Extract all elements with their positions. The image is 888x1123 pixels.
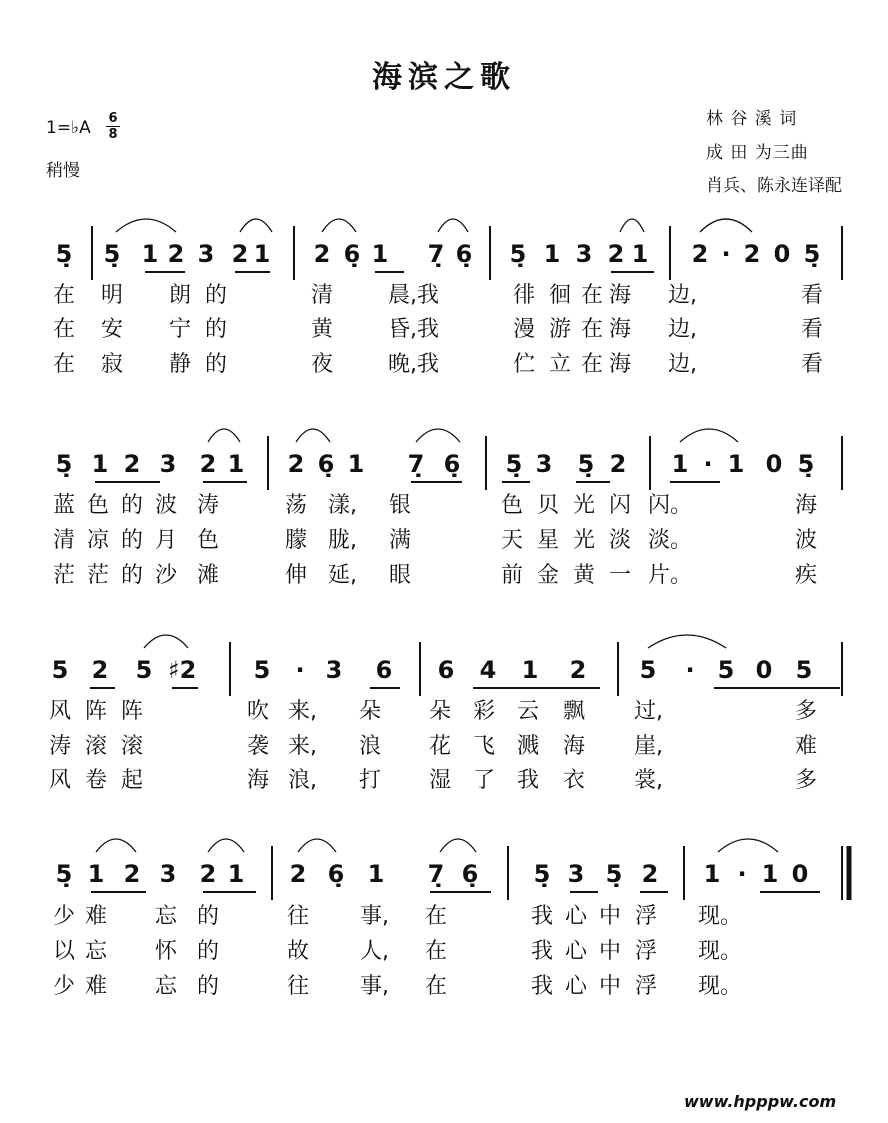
lyric-verse-1: 朵 <box>358 699 381 724</box>
note: 1 <box>671 450 689 478</box>
lyric-verse-2: 在 <box>52 317 75 342</box>
lyric-verse-3: 浮 <box>634 974 657 999</box>
note: 1 <box>367 860 385 888</box>
lyric-verse-3: 的 <box>196 974 219 999</box>
lyric-verse-2: 的 <box>196 939 219 964</box>
lyric-verse-2: 溅 <box>516 734 539 759</box>
lyric-verse-3: 中 <box>598 974 621 999</box>
lyric-verse-1: 朵 <box>428 699 451 724</box>
lyric-verse-1: 在 <box>52 283 75 308</box>
note: 2 <box>569 656 587 684</box>
lyric-verse-2: 昏,我 <box>388 317 439 342</box>
slur-arc <box>116 219 176 232</box>
lyric-verse-3: 多 <box>794 768 817 793</box>
lyric-verse-3: 裳, <box>634 768 663 793</box>
lyric-verse-1: 现。 <box>698 904 743 929</box>
lyric-verse-1: 中 <box>598 904 621 929</box>
lyric-verse-1: 多 <box>794 699 817 724</box>
lyric-verse-2: 浮 <box>634 939 657 964</box>
note: 2 <box>641 860 659 888</box>
note: 5̣ <box>509 240 527 268</box>
note: 1 <box>347 450 365 478</box>
slur-arc <box>438 219 468 232</box>
lyric-verse-1: 的 <box>196 904 219 929</box>
lyric-verse-2: 难 <box>794 734 817 759</box>
lyric-verse-3: 卷 <box>84 768 107 793</box>
lyric-verse-2: 怀 <box>154 939 177 964</box>
slur-arc <box>240 219 272 232</box>
lyric-verse-2: 以 <box>52 939 75 964</box>
lyric-verse-2: 心 <box>564 939 587 964</box>
note: 1 <box>727 450 745 478</box>
slur-arc <box>208 839 244 852</box>
lyric-verse-2: 来, <box>288 734 317 759</box>
lyric-verse-3: 边, <box>668 352 697 377</box>
lyric-verse-3: 我 <box>516 768 539 793</box>
note: 1 <box>141 240 159 268</box>
note: 1 <box>371 240 389 268</box>
lyric-verse-3: 沙 <box>154 563 177 588</box>
lyric-verse-1: 明 <box>100 283 123 308</box>
lyric-verse-2: 飞 <box>472 734 495 759</box>
lyric-verse-3: 眼 <box>388 563 411 588</box>
note: 2 <box>743 240 761 268</box>
lyric-verse-1: 闪。 <box>648 493 693 518</box>
note: 3 <box>325 656 343 684</box>
note: 2 <box>289 860 307 888</box>
note: 1 <box>91 450 109 478</box>
lyric-verse-1: 心 <box>564 904 587 929</box>
lyric-verse-3: 浪, <box>288 768 317 793</box>
note: 3 <box>159 860 177 888</box>
lyric-verse-1: 海 <box>608 283 631 308</box>
note: 5̣ <box>103 240 121 268</box>
note: 5 <box>51 656 69 684</box>
lyric-verse-3: 的 <box>204 352 227 377</box>
lyric-verse-3: 茫 <box>52 563 75 588</box>
lyric-verse-1: 清 <box>310 283 333 308</box>
note: 2 <box>231 240 249 268</box>
lyric-verse-3: 现。 <box>698 974 743 999</box>
lyric-verse-3: 事, <box>360 974 389 999</box>
lyric-verse-2: 海 <box>608 317 631 342</box>
note: 6 <box>437 656 455 684</box>
lyric-verse-2: 色 <box>196 528 219 553</box>
note: 2 <box>91 656 109 684</box>
lyric-verse-3: 湿 <box>428 768 451 793</box>
note: 2 <box>607 240 625 268</box>
lyric-verse-3: 前 <box>500 563 523 588</box>
lyric-verse-2: 波 <box>794 528 817 553</box>
lyric-verse-3: 打 <box>358 768 381 793</box>
note: 6̣ <box>455 240 473 268</box>
note: 2 <box>199 860 217 888</box>
note: 1 <box>227 860 245 888</box>
lyric-verse-2: 的 <box>204 317 227 342</box>
note: 5̣ <box>55 450 73 478</box>
lyric-verse-2: 看 <box>800 317 823 342</box>
lyric-verse-1: 的 <box>204 283 227 308</box>
lyric-verse-2: 在 <box>424 939 447 964</box>
lyric-verse-2: 浪 <box>358 734 381 759</box>
lyric-verse-3: 往 <box>286 974 309 999</box>
slur-arc <box>680 429 738 442</box>
lyric-verse-1: 贝 <box>536 493 559 518</box>
note: 2 <box>199 450 217 478</box>
slur-arc <box>700 219 752 232</box>
lyric-verse-1: 难 <box>84 904 107 929</box>
lyric-verse-1: 浮 <box>634 904 657 929</box>
lyric-verse-1: 在 <box>580 283 603 308</box>
slur-arc <box>208 429 240 442</box>
note: · <box>295 656 305 684</box>
note: 5̣ <box>55 240 73 268</box>
note: 7̣ <box>407 450 425 478</box>
lyric-verse-3: 海 <box>608 352 631 377</box>
lyric-verse-2: 满 <box>388 528 411 553</box>
lyric-verse-1: 飘 <box>562 699 585 724</box>
slur-arc <box>296 429 330 442</box>
lyric-verse-2: 天 <box>500 528 523 553</box>
translator-credit: 肖兵、陈永连译配 <box>706 176 842 196</box>
lyric-verse-2: 边, <box>668 317 697 342</box>
note: 7̣ <box>427 240 445 268</box>
note: 5̣ <box>505 450 523 478</box>
lyric-verse-2: 海 <box>562 734 585 759</box>
tempo-marking: 稍慢 <box>46 161 80 181</box>
lyric-verse-3: 心 <box>564 974 587 999</box>
note: 1 <box>253 240 271 268</box>
lyric-verse-2: 在 <box>580 317 603 342</box>
lyric-verse-3: 夜 <box>310 352 333 377</box>
note: 5 <box>639 656 657 684</box>
lyric-verse-1: 蓝 <box>52 493 75 518</box>
lyric-verse-1: 朗 <box>168 283 191 308</box>
lyric-verse-2: 黄 <box>310 317 333 342</box>
note: 2 <box>609 450 627 478</box>
lyric-verse-3: 寂 <box>100 352 123 377</box>
lyric-verse-1: 徘 <box>512 283 535 308</box>
lyric-verse-3: 延, <box>328 563 357 588</box>
lyric-verse-1: 忘 <box>154 904 177 929</box>
watermark: www.hpppw.com <box>684 1092 837 1111</box>
lyric-verse-2: 袭 <box>246 734 269 759</box>
slur-arc <box>298 839 336 852</box>
lyric-verse-2: 光 <box>572 528 595 553</box>
lyric-verse-2: 忘 <box>84 939 107 964</box>
note: 6̣ <box>343 240 361 268</box>
lyric-verse-3: 在 <box>424 974 447 999</box>
lyric-verse-1: 波 <box>154 493 177 518</box>
note: 1 <box>87 860 105 888</box>
note: 4 <box>479 656 497 684</box>
lyric-verse-3: 滩 <box>196 563 219 588</box>
lyric-verse-2: 宁 <box>168 317 191 342</box>
note: 5 <box>135 656 153 684</box>
lyric-verse-2: 淡。 <box>648 528 693 553</box>
lyric-verse-2: 的 <box>120 528 143 553</box>
note: 2 <box>123 860 141 888</box>
note: 6̣ <box>327 860 345 888</box>
note: 0 <box>791 860 809 888</box>
lyric-verse-1: 漾, <box>328 493 357 518</box>
note: 6̣ <box>461 860 479 888</box>
lyric-verse-2: 涛 <box>48 734 71 759</box>
lyric-verse-3: 金 <box>536 563 559 588</box>
note: · <box>703 450 713 478</box>
lyric-verse-1: 阵 <box>120 699 143 724</box>
lyric-verse-2: 清 <box>52 528 75 553</box>
composer-credit: 成 田 为三曲 <box>706 143 809 163</box>
lyric-verse-3: 衣 <box>562 768 585 793</box>
note: 0 <box>773 240 791 268</box>
lyric-verse-1: 云 <box>516 699 539 724</box>
lyric-verse-1: 荡 <box>284 493 307 518</box>
slur-arc <box>718 839 778 852</box>
note: 3 <box>197 240 215 268</box>
note: 6̣ <box>443 450 461 478</box>
slur-arc <box>440 839 476 852</box>
slur-arc <box>96 839 136 852</box>
lyric-verse-3: 立 <box>548 352 571 377</box>
lyric-verse-1: 看 <box>800 283 823 308</box>
lyric-verse-2: 崖, <box>634 734 663 759</box>
note: 3 <box>575 240 593 268</box>
note: 5 <box>795 656 813 684</box>
key-signature: 1=♭A <box>46 118 91 138</box>
lyric-verse-1: 光 <box>572 493 595 518</box>
note: 2 <box>691 240 709 268</box>
lyric-verse-1: 的 <box>120 493 143 518</box>
lyric-verse-1: 往 <box>286 904 309 929</box>
lyric-verse-2: 现。 <box>698 939 743 964</box>
note: 5 <box>253 656 271 684</box>
note: 1 <box>761 860 779 888</box>
lyric-verse-1: 来, <box>288 699 317 724</box>
lyric-verse-2: 滚 <box>120 734 143 759</box>
lyric-verse-2: 胧, <box>328 528 357 553</box>
lyric-verse-3: 难 <box>84 974 107 999</box>
lyric-verse-3: 在 <box>52 352 75 377</box>
lyric-verse-1: 事, <box>360 904 389 929</box>
lyric-verse-1: 晨,我 <box>388 283 439 308</box>
note: 5̣ <box>577 450 595 478</box>
lyric-verse-3: 起 <box>120 768 143 793</box>
lyric-verse-1: 吹 <box>246 699 269 724</box>
note: 1 <box>521 656 539 684</box>
note: 0 <box>765 450 783 478</box>
lyric-verse-2: 人, <box>360 939 389 964</box>
note: 3 <box>535 450 553 478</box>
lyric-verse-3: 忘 <box>154 974 177 999</box>
lyric-verse-3: 伸 <box>284 563 307 588</box>
slur-arc <box>322 219 356 232</box>
note: 1 <box>703 860 721 888</box>
time-numerator: 6 <box>108 111 118 126</box>
lyric-verse-1: 我 <box>530 904 553 929</box>
slur-arc <box>416 429 460 442</box>
lyric-verse-3: 疾 <box>794 563 817 588</box>
lyric-verse-3: 看 <box>800 352 823 377</box>
note: 0 <box>755 656 773 684</box>
lyric-verse-2: 安 <box>100 317 123 342</box>
note: 1 <box>631 240 649 268</box>
lyric-verse-2: 星 <box>536 528 559 553</box>
lyric-verse-2: 月 <box>154 528 177 553</box>
lyric-verse-1: 阵 <box>84 699 107 724</box>
lyric-verse-1: 彩 <box>472 699 495 724</box>
lyric-verse-3: 我 <box>530 974 553 999</box>
note: 5̣ <box>605 860 623 888</box>
lyricist-credit: 林 谷 溪 词 <box>706 109 798 129</box>
slur-arc <box>648 635 726 648</box>
lyric-verse-2: 淡 <box>608 528 631 553</box>
lyric-verse-2: 游 <box>548 317 571 342</box>
note: · <box>721 240 731 268</box>
note: 6 <box>375 656 393 684</box>
note: 2 <box>287 450 305 478</box>
lyric-verse-3: 海 <box>246 768 269 793</box>
note: 1 <box>227 450 245 478</box>
note: 1 <box>543 240 561 268</box>
lyric-verse-1: 色 <box>86 493 109 518</box>
lyric-verse-1: 色 <box>500 493 523 518</box>
lyric-verse-2: 朦 <box>284 528 307 553</box>
note: 3 <box>159 450 177 478</box>
lyric-verse-1: 银 <box>388 493 411 518</box>
note: ♯2 <box>168 656 197 684</box>
lyric-verse-2: 花 <box>428 734 451 759</box>
lyric-verse-1: 徊 <box>548 283 571 308</box>
lyric-verse-1: 海 <box>794 493 817 518</box>
lyric-verse-1: 过, <box>634 699 663 724</box>
note: 5 <box>717 656 735 684</box>
lyric-verse-3: 了 <box>472 768 495 793</box>
note: 5̣ <box>55 860 73 888</box>
lyric-verse-3: 伫 <box>512 352 535 377</box>
lyric-verse-2: 凉 <box>86 528 109 553</box>
note: 5̣ <box>797 450 815 478</box>
slur-arc <box>144 635 188 648</box>
lyric-verse-3: 黄 <box>572 563 595 588</box>
slur-arc <box>620 219 644 232</box>
note: · <box>737 860 747 888</box>
note: 2 <box>167 240 185 268</box>
lyric-verse-1: 边, <box>668 283 697 308</box>
lyric-verse-1: 风 <box>48 699 71 724</box>
note: 5̣ <box>533 860 551 888</box>
lyric-verse-3: 的 <box>120 563 143 588</box>
lyric-verse-2: 漫 <box>512 317 535 342</box>
lyric-verse-1: 闪 <box>608 493 631 518</box>
note: 2 <box>313 240 331 268</box>
lyric-verse-3: 茫 <box>86 563 109 588</box>
note: 2 <box>123 450 141 478</box>
lyric-verse-2: 中 <box>598 939 621 964</box>
time-denominator: 8 <box>108 127 118 142</box>
lyric-verse-2: 我 <box>530 939 553 964</box>
note: · <box>685 656 695 684</box>
note: 3 <box>567 860 585 888</box>
lyric-verse-3: 晚,我 <box>388 352 439 377</box>
note: 7̣ <box>427 860 445 888</box>
note: 6̣ <box>317 450 335 478</box>
lyric-verse-3: 一 <box>608 563 631 588</box>
song-title: 海滨之歌 <box>372 60 516 95</box>
note: 5̣ <box>803 240 821 268</box>
lyric-verse-3: 片。 <box>648 563 693 588</box>
lyric-verse-1: 涛 <box>196 493 219 518</box>
lyric-verse-2: 滚 <box>84 734 107 759</box>
lyric-verse-3: 少 <box>52 974 75 999</box>
lyric-verse-1: 少 <box>52 904 75 929</box>
lyric-verse-1: 在 <box>424 904 447 929</box>
lyric-verse-3: 风 <box>48 768 71 793</box>
lyric-verse-3: 静 <box>168 352 191 377</box>
lyric-verse-3: 在 <box>580 352 603 377</box>
lyric-verse-2: 故 <box>286 939 309 964</box>
